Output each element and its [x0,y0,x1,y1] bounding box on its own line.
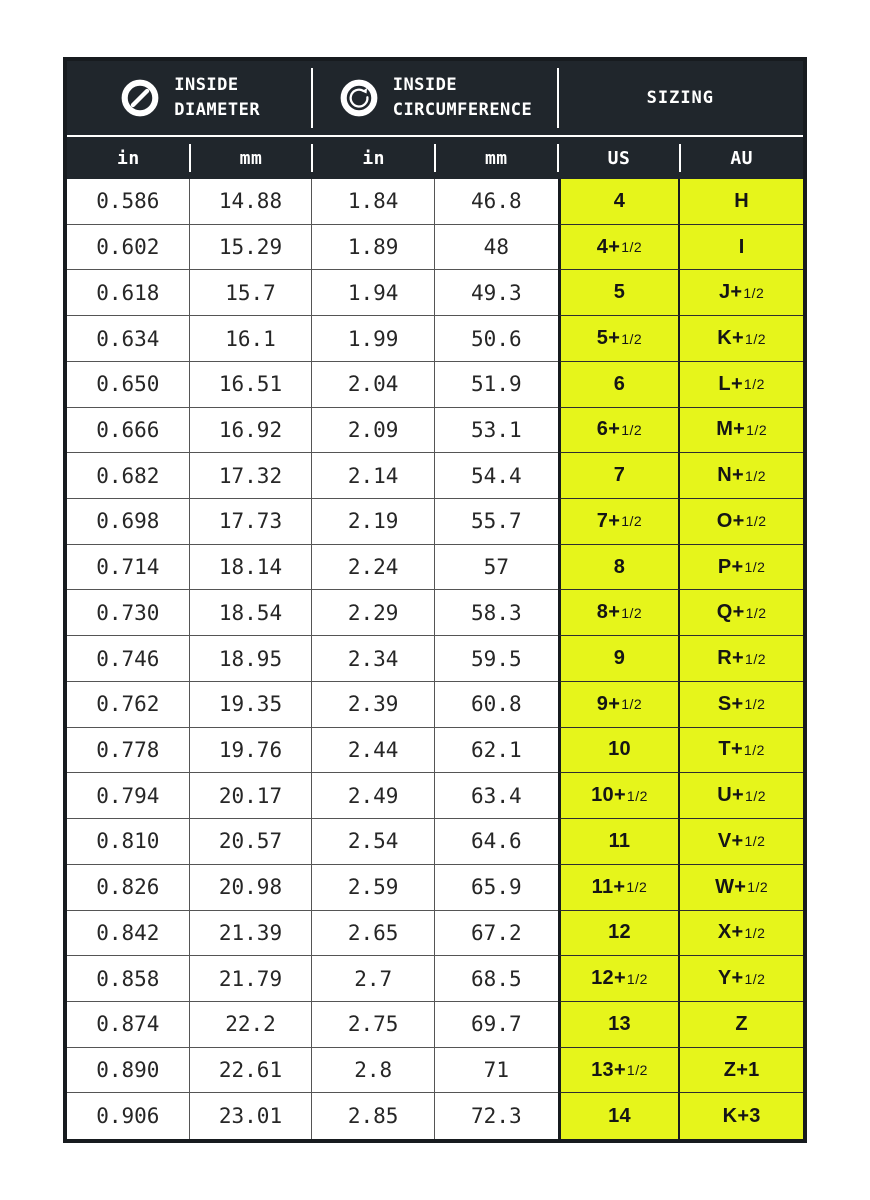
diameter-icon [119,77,161,119]
size-value: 7 [613,464,626,487]
us-size-cell [558,408,681,454]
table-row [67,1002,803,1048]
circumference-in-cell: 2.49 [312,773,435,819]
us-size-cell [558,590,681,636]
size-value: H [734,189,750,212]
diameter-in-cell: 0.650 [67,362,190,408]
size-fraction: 1/2 [621,696,643,713]
diameter-mm-cell: 16.92 [190,408,313,454]
inside-circumference-label [393,73,533,122]
diameter-mm-cell: 14.88 [190,179,313,225]
size-value: K+ [717,327,745,350]
size-value: 7+ [596,509,621,532]
size-value: 14 [608,1104,631,1127]
circumference-in-cell: 2.24 [312,545,435,591]
diameter-mm-cell: 20.98 [190,865,313,911]
inside-circumference-label-line2: CIRCUMFERENCE [392,100,533,120]
size-fraction: 1/2 [745,604,767,621]
size-value: M+ [716,418,746,441]
diameter-mm-cell: 22.2 [190,1002,313,1048]
size-value: 9+ [596,692,621,715]
table-row [67,453,803,499]
au-size-cell [680,865,803,911]
diameter-in-cell: 0.714 [67,545,190,591]
subheader-diameter-in: in [116,147,140,169]
diameter-in-cell: 0.778 [67,728,190,774]
size-fraction: 1/2 [626,1062,648,1079]
circumference-mm-cell: 62.1 [435,728,558,774]
circumference-mm-cell: 58.3 [435,590,558,636]
table-row [67,911,803,957]
diameter-mm-cell: 18.54 [190,590,313,636]
circumference-mm-cell: 48 [435,225,558,271]
size-fraction: 1/2 [745,467,766,484]
us-size-cell [558,545,681,591]
diameter-in-cell: 0.618 [67,270,190,316]
size-value: 10+ [591,784,626,807]
au-size-cell [680,956,803,1002]
circumference-mm-cell: 72.3 [435,1093,558,1139]
size-value: X+ [717,921,744,944]
au-size-cell [680,1048,803,1094]
inside-diameter-label-line1: INSIDE [174,75,239,96]
table-row [67,362,803,408]
circumference-mm-cell: 64.6 [435,819,558,865]
us-size-cell [558,270,681,316]
table-row [67,408,803,454]
table-row [67,590,803,636]
diameter-mm-cell: 20.57 [190,819,313,865]
us-size-cell [558,453,681,499]
au-size-cell [680,590,803,636]
us-size-cell [558,728,681,774]
size-value: L+ [718,372,743,395]
size-fraction: 1/2 [746,421,768,438]
header-group-row [67,61,803,135]
circumference-in-cell: 2.19 [312,499,435,545]
us-size-cell [558,362,681,408]
size-fraction: 1/2 [743,376,765,393]
us-size-cell [558,911,681,957]
circumference-in-cell: 1.99 [312,316,435,362]
size-value: 6 [613,372,626,395]
us-size-cell [558,1002,681,1048]
diameter-in-cell: 0.826 [67,865,190,911]
subheader-diameter-mm: mm [190,137,313,179]
au-size-cell [680,1093,803,1139]
table-row [67,636,803,682]
us-size-cell [558,819,681,865]
inside-diameter-label-line2: DIAMETER [174,100,261,120]
table-row [67,773,803,819]
inside-diameter-label [174,73,260,122]
diameter-mm-cell: 23.01 [190,1093,313,1139]
au-size-cell [680,819,803,865]
circumference-mm-cell: 55.7 [435,499,558,545]
size-fraction: 1/2 [743,284,765,301]
diameter-mm-cell: 18.14 [190,545,313,591]
au-size-cell [680,408,803,454]
diameter-mm-cell: 21.39 [190,911,313,957]
diameter-in-cell: 0.746 [67,636,190,682]
table-row [67,499,803,545]
circumference-in-cell: 2.54 [312,819,435,865]
circumference-mm-cell: 63.4 [435,773,558,819]
size-value: 8 [613,555,626,578]
table-body [67,179,803,1139]
circumference-in-cell: 2.44 [312,728,435,774]
diameter-in-cell: 0.906 [67,1093,190,1139]
table-row [67,545,803,591]
size-value: J+ [718,281,743,304]
inside-circumference-header [312,61,557,135]
diameter-mm-cell: 17.73 [190,499,313,545]
size-value: Q+ [716,601,745,624]
size-value: Y+ [717,967,744,990]
subheader-us: US [558,137,681,179]
circumference-mm-cell: 51.9 [435,362,558,408]
size-value: Z [735,1012,748,1035]
us-size-cell [558,499,681,545]
table-row [67,819,803,865]
au-size-cell [680,545,803,591]
au-size-cell [680,179,803,225]
size-fraction: 1/2 [745,513,767,530]
subheader-circumference-mm: mm [435,137,558,179]
circumference-in-cell: 2.65 [312,911,435,957]
table-row [67,1048,803,1094]
inside-circumference-label-line1: INSIDE [392,75,458,96]
circumference-icon [338,77,380,119]
diameter-in-cell: 0.842 [67,911,190,957]
circumference-in-cell: 2.04 [312,362,435,408]
size-fraction: 1/2 [626,787,648,804]
circumference-mm-cell: 53.1 [435,408,558,454]
diameter-mm-cell: 19.35 [190,682,313,728]
size-fraction: 1/2 [744,924,766,941]
circumference-mm-cell: 60.8 [435,682,558,728]
size-fraction: 1/2 [747,879,769,896]
size-fraction: 1/2 [744,833,766,850]
circumference-mm-cell: 67.2 [435,911,558,957]
size-fraction: 1/2 [745,330,766,347]
au-size-cell [680,453,803,499]
diameter-mm-cell: 17.32 [190,453,313,499]
au-size-cell [680,270,803,316]
diameter-mm-cell: 22.61 [190,1048,313,1094]
size-value: 9 [613,647,626,670]
size-fraction: 1/2 [621,421,643,438]
diameter-in-cell: 0.762 [67,682,190,728]
au-size-cell [680,728,803,774]
au-size-cell [680,911,803,957]
circumference-mm-cell: 68.5 [435,956,558,1002]
size-value: 4+ [596,235,621,258]
sizing-label: SIZING [646,88,715,108]
size-value: V+ [717,829,744,852]
us-size-cell [558,773,681,819]
size-value: 13 [608,1012,631,1035]
circumference-in-cell: 2.75 [312,1002,435,1048]
circumference-in-cell: 2.14 [312,453,435,499]
table-row [67,270,803,316]
size-fraction: 1/2 [621,330,643,347]
us-size-cell [558,865,681,911]
table-row [67,179,803,225]
size-fraction: 1/2 [745,650,766,667]
circumference-mm-cell: 65.9 [435,865,558,911]
diameter-in-cell: 0.682 [67,453,190,499]
size-fraction: 1/2 [744,696,766,713]
size-value: P+ [717,555,744,578]
size-value: U+ [717,784,745,807]
table-row [67,1093,803,1139]
us-size-cell [558,179,681,225]
table-row [67,225,803,271]
diameter-in-cell: 0.794 [67,773,190,819]
size-fraction: 1/2 [626,879,648,896]
sizing-header [558,61,803,135]
diameter-mm-cell: 15.7 [190,270,313,316]
au-size-cell [680,682,803,728]
diameter-in-cell: 0.730 [67,590,190,636]
diameter-in-cell: 0.874 [67,1002,190,1048]
size-value: 4 [613,189,626,212]
table-row [67,728,803,774]
size-fraction: 1/2 [621,513,643,530]
size-value: 8+ [596,601,621,624]
circumference-mm-cell: 49.3 [435,270,558,316]
diameter-mm-cell: 19.76 [190,728,313,774]
us-size-cell [558,956,681,1002]
us-size-cell [558,1048,681,1094]
size-value: Z+1 [723,1058,760,1081]
au-size-cell [680,225,803,271]
diameter-in-cell: 0.858 [67,956,190,1002]
au-size-cell [680,1002,803,1048]
size-value: S+ [717,692,744,715]
size-value: 11+ [591,875,626,898]
size-value: 6+ [596,418,621,441]
us-size-cell [558,636,681,682]
circumference-mm-cell: 54.4 [435,453,558,499]
size-value: 10 [608,738,631,761]
size-fraction: 1/2 [621,604,643,621]
circumference-in-cell: 2.29 [312,590,435,636]
circumference-in-cell: 1.89 [312,225,435,271]
size-value: 5 [613,281,626,304]
ring-size-table [63,57,807,1143]
circumference-in-cell: 2.39 [312,682,435,728]
size-fraction: 1/2 [743,741,765,758]
circumference-in-cell: 2.59 [312,865,435,911]
circumference-mm-cell: 69.7 [435,1002,558,1048]
circumference-in-cell: 2.34 [312,636,435,682]
diameter-mm-cell: 16.51 [190,362,313,408]
size-value: I [738,235,745,258]
size-value: W+ [715,875,747,898]
diameter-mm-cell: 15.29 [190,225,313,271]
size-value: 12 [608,921,631,944]
au-size-cell [680,316,803,362]
circumference-in-cell: 1.94 [312,270,435,316]
au-size-cell [680,499,803,545]
au-size-cell [680,773,803,819]
diameter-mm-cell: 21.79 [190,956,313,1002]
circumference-mm-cell: 59.5 [435,636,558,682]
diameter-in-cell: 0.666 [67,408,190,454]
us-size-cell [558,1093,681,1139]
diameter-in-cell: 0.890 [67,1048,190,1094]
size-value: 5+ [596,327,621,350]
circumference-in-cell: 2.85 [312,1093,435,1139]
circumference-mm-cell: 57 [435,545,558,591]
table-row [67,956,803,1002]
size-value: 11 [608,829,631,852]
us-size-cell [558,682,681,728]
table-row [67,316,803,362]
size-fraction: 1/2 [744,559,766,576]
size-value: T+ [718,738,743,761]
size-value: K+3 [722,1104,761,1127]
diameter-in-cell: 0.634 [67,316,190,362]
diameter-mm-cell: 16.1 [190,316,313,362]
diameter-in-cell: 0.698 [67,499,190,545]
size-value: N+ [717,464,745,487]
size-fraction: 1/2 [626,970,648,987]
circumference-mm-cell: 71 [435,1048,558,1094]
circumference-in-cell: 2.7 [312,956,435,1002]
size-value: 13+ [591,1058,626,1081]
size-value: O+ [716,509,745,532]
diameter-in-cell: 0.586 [67,179,190,225]
table-row [67,682,803,728]
au-size-cell [680,636,803,682]
circumference-in-cell: 1.84 [312,179,435,225]
us-size-cell [558,225,681,271]
size-value: 12+ [591,967,626,990]
circumference-in-cell: 2.8 [312,1048,435,1094]
size-fraction: 1/2 [744,970,766,987]
table-header [67,61,803,179]
au-size-cell [680,362,803,408]
diameter-mm-cell: 18.95 [190,636,313,682]
subheader-row [67,137,803,179]
size-fraction: 1/2 [745,787,766,804]
diameter-in-cell: 0.810 [67,819,190,865]
size-fraction: 1/2 [621,239,643,256]
us-size-cell [558,316,681,362]
diameter-mm-cell: 20.17 [190,773,313,819]
circumference-in-cell: 2.09 [312,408,435,454]
inside-diameter-header [67,61,312,135]
table-row [67,865,803,911]
subheader-circumference-in: in [312,137,435,179]
size-value: R+ [717,647,745,670]
circumference-mm-cell: 50.6 [435,316,558,362]
subheader-au: AU [680,137,803,179]
circumference-mm-cell: 46.8 [435,179,558,225]
diameter-in-cell: 0.602 [67,225,190,271]
